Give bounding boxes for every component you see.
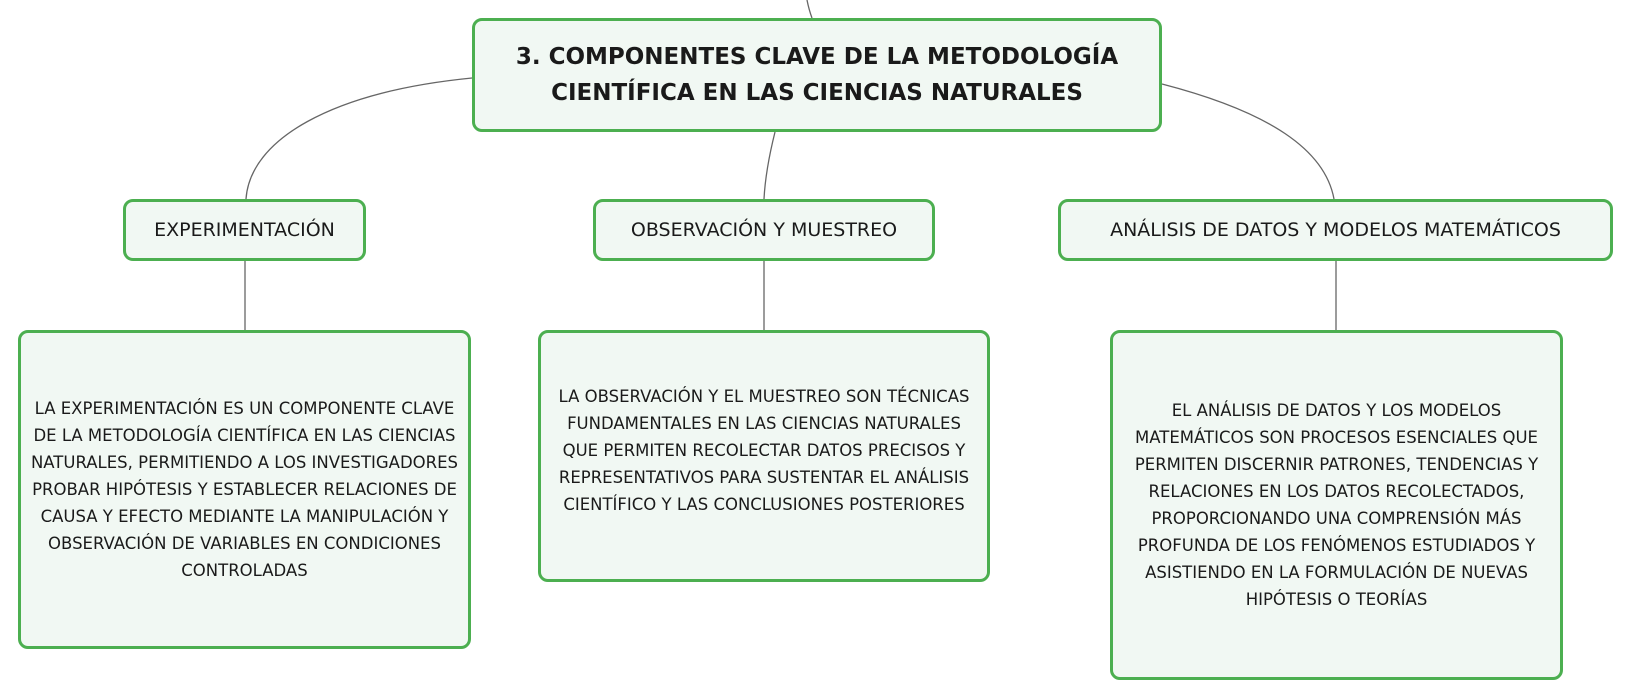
detail-analisis-datos[interactable] bbox=[1110, 330, 1563, 680]
topic-observacion-muestreo-label: OBSERVACIÓN Y MUESTREO bbox=[630, 219, 898, 241]
topic-analisis-datos-label: ANÁLISIS DE DATOS Y MODELOS MATEMÁTICOS bbox=[1110, 219, 1561, 241]
topic-experimentacion[interactable] bbox=[123, 199, 366, 261]
connector-root-to-observacion bbox=[764, 132, 775, 199]
topic-experimentacion-label: EXPERIMENTACIÓN bbox=[154, 219, 335, 241]
topic-analisis-datos[interactable] bbox=[1058, 199, 1613, 261]
root-topic-title: 3. COMPONENTES CLAVE DE LA METODOLOGÍA CIENTÍFICA EN LAS CIENCIAS NATURALES bbox=[515, 44, 1119, 106]
detail-experimentacion-text: LA EXPERIMENTACIÓN ES UN COMPONENTE CLAVE DE LA METODOLOGÍA CIENTÍFICA EN LAS CIENCIAS NATURALES, PERMITIENDO A LOS INVESTIGADORES PROBAR HIPÓTESIS Y ESTABLECER RELACIONES DE CAUSA Y EFECTO MEDIANTE LA MANIPULACIÓN Y OBSERVACIÓN DE VARIABLES EN CONDICIONES CONTROLADAS bbox=[30, 399, 459, 580]
detail-observacion-muestreo-text: LA OBSERVACIÓN Y EL MUESTREO SON TÉCNICAS FUNDAMENTALES EN LAS CIENCIAS NATURALES QUE PERMITEN RECOLECTAR DATOS PRECISOS Y REPRESENTATIVOS PARA SUSTENTAR EL ANÁLISIS CIENTÍFICO Y LAS CONCLUSIONES POSTERIORES bbox=[558, 386, 970, 514]
detail-analisis-datos-text: EL ANÁLISIS DE DATOS Y LOS MODELOS MATEMÁTICOS SON PROCESOS ESENCIALES QUE PERMITEN DISCERNIR PATRONES, TENDENCIAS Y RELACIONES EN LOS DATOS RECOLECTADOS, PROPORCIONANDO UNA COMPRENSIÓN MÁS PROFUNDA DE LOS FENÓMENOS ESTUDIADOS Y ASISTIENDO EN LA FORMULACIÓN DE NUEVAS HIPÓTESIS O TEORÍAS bbox=[1134, 401, 1539, 609]
connector-root-to-experimentacion bbox=[246, 78, 472, 199]
connector-parent-to-root bbox=[807, 0, 812, 18]
connector-root-to-analisis bbox=[1162, 84, 1334, 199]
detail-observacion-muestreo[interactable] bbox=[538, 330, 990, 582]
root-topic-node[interactable] bbox=[472, 18, 1162, 132]
topic-observacion-muestreo[interactable] bbox=[593, 199, 935, 261]
detail-experimentacion[interactable] bbox=[18, 330, 471, 649]
